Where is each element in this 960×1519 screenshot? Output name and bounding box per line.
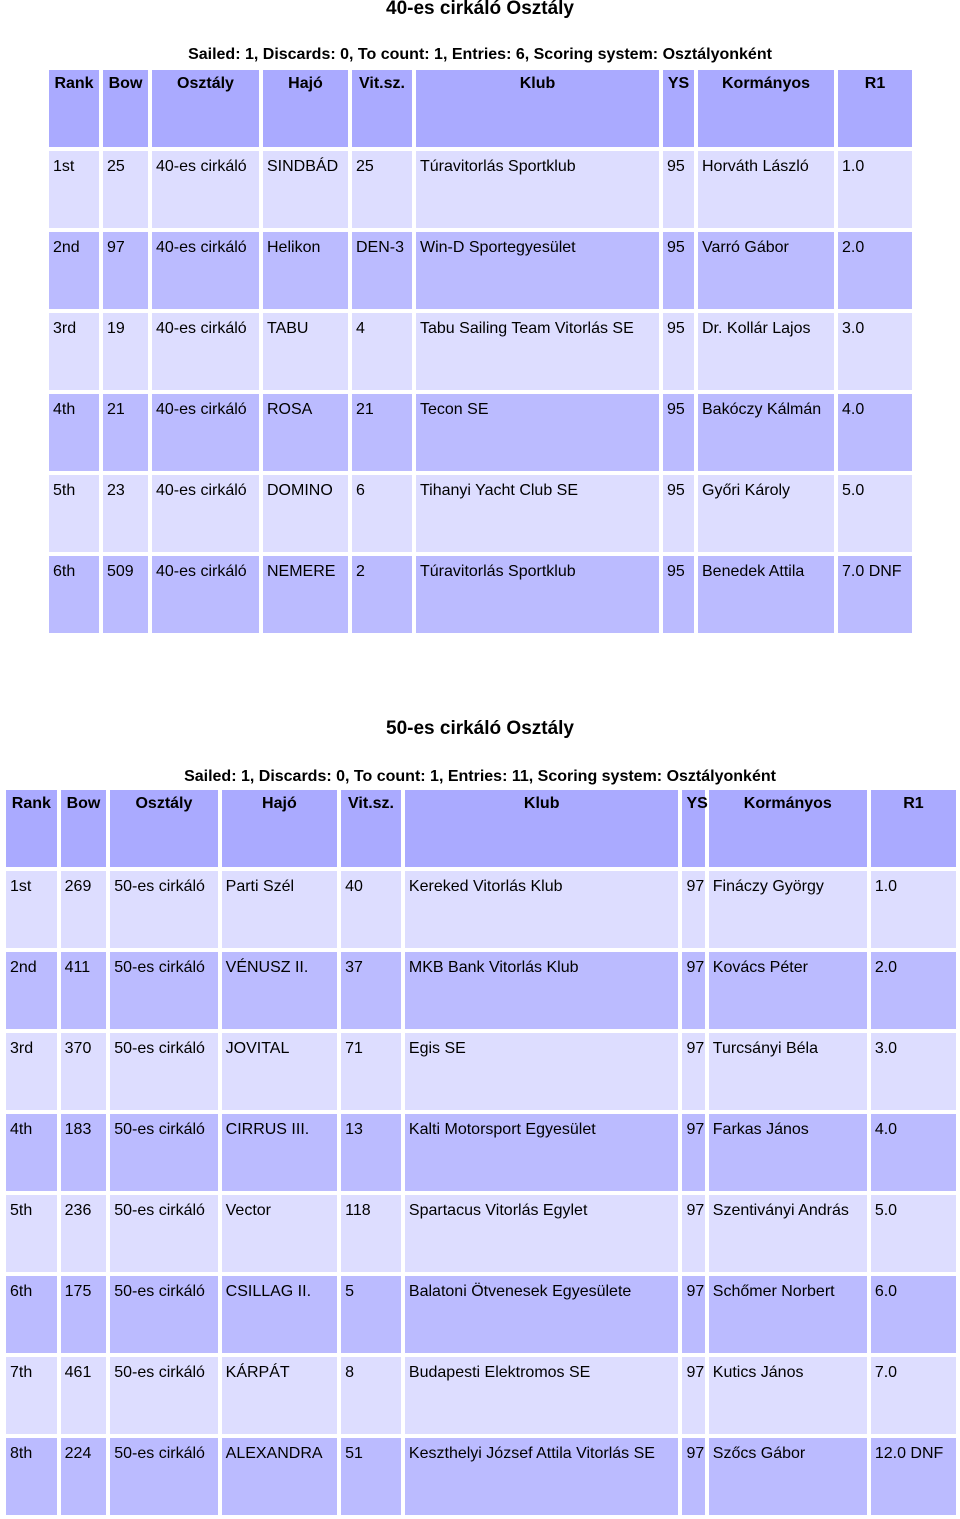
boat-cell: DOMINO: [263, 475, 348, 552]
club-cell: Spartacus Vitorlás Egylet: [405, 1195, 679, 1272]
class-cell: 50-es cirkáló: [110, 871, 217, 948]
col-helmsman: Kormányos: [698, 70, 834, 147]
boat-cell: ROSA: [263, 394, 348, 471]
col-bow: Bow: [61, 790, 107, 867]
table-row: [6, 1033, 956, 1110]
sail-number-cell: 8: [341, 1357, 401, 1434]
helmsman-cell: Varró Gábor: [698, 232, 834, 309]
bow-cell: 224: [61, 1438, 107, 1515]
boat-cell: KÁRPÁT: [222, 1357, 338, 1434]
table-row: [49, 232, 912, 309]
ys-cell: 97: [682, 1276, 704, 1353]
r1-cell: 1.0: [871, 871, 956, 948]
helmsman-cell: Bakóczy Kálmán: [698, 394, 834, 471]
r1-cell: 4.0: [871, 1114, 956, 1191]
r1-cell: 3.0: [838, 313, 912, 390]
club-cell: Kalti Motorsport Egyesület: [405, 1114, 679, 1191]
r1-cell: 7.0: [871, 1357, 956, 1434]
r1-cell: 4.0: [838, 394, 912, 471]
section-summary: Sailed: 1, Discards: 0, To count: 1, Entries: 6, Scoring system: Osztályonként: [188, 46, 772, 63]
col-ys: YS: [663, 70, 694, 147]
r1-cell: 12.0 DNF: [871, 1438, 956, 1515]
section-title: 40-es cirkáló Osztály: [386, 0, 574, 19]
boat-cell: Helikon: [263, 232, 348, 309]
class-cell: 40-es cirkáló: [152, 394, 259, 471]
sail-number-cell: 6: [352, 475, 412, 552]
table-row: [49, 313, 912, 390]
section-summary: Sailed: 1, Discards: 0, To count: 1, Entries: 11, Scoring system: Osztályonként: [184, 768, 776, 785]
club-cell: MKB Bank Vitorlás Klub: [405, 952, 679, 1029]
helmsman-cell: Benedek Attila: [698, 556, 834, 633]
rank-cell: 6th: [6, 1276, 57, 1353]
helmsman-cell: Győri Károly: [698, 475, 834, 552]
r1-cell: 7.0 DNF: [838, 556, 912, 633]
bow-cell: 509: [103, 556, 148, 633]
class-cell: 50-es cirkáló: [110, 1276, 217, 1353]
bow-cell: 19: [103, 313, 148, 390]
boat-cell: CSILLAG II.: [222, 1276, 338, 1353]
boat-cell: CIRRUS III.: [222, 1114, 338, 1191]
ys-cell: 97: [682, 1438, 704, 1515]
col-rank: Rank: [49, 70, 99, 147]
boat-cell: JOVITAL: [222, 1033, 338, 1110]
club-cell: Keszthelyi József Attila Vitorlás SE: [405, 1438, 679, 1515]
section-40-es: [0, 0, 960, 64]
table-row: [6, 871, 956, 948]
class-cell: 50-es cirkáló: [110, 1357, 217, 1434]
r1-cell: 1.0: [838, 151, 912, 228]
bow-cell: 175: [61, 1276, 107, 1353]
ys-cell: 97: [682, 1033, 704, 1110]
boat-cell: NEMERE: [263, 556, 348, 633]
boat-cell: Vector: [222, 1195, 338, 1272]
class-cell: 40-es cirkáló: [152, 313, 259, 390]
helmsman-cell: Schőmer Norbert: [709, 1276, 867, 1353]
col-class: Osztály: [110, 790, 217, 867]
bow-cell: 21: [103, 394, 148, 471]
class-cell: 40-es cirkáló: [152, 232, 259, 309]
rank-cell: 4th: [49, 394, 99, 471]
sail-number-cell: 71: [341, 1033, 401, 1110]
results-table-40-es: [45, 66, 916, 637]
header-row: [49, 70, 912, 147]
bow-cell: 183: [61, 1114, 107, 1191]
col-helmsman: Kormányos: [709, 790, 867, 867]
sail-number-cell: 5: [341, 1276, 401, 1353]
rank-cell: 4th: [6, 1114, 57, 1191]
ys-cell: 97: [682, 1114, 704, 1191]
r1-cell: 2.0: [838, 232, 912, 309]
bow-cell: 411: [61, 952, 107, 1029]
col-ys: YS: [682, 790, 704, 867]
rank-cell: 7th: [6, 1357, 57, 1434]
helmsman-cell: Kutics János: [709, 1357, 867, 1434]
ys-cell: 95: [663, 475, 694, 552]
club-cell: Balatoni Ötvenesek Egyesülete: [405, 1276, 679, 1353]
sail-number-cell: 2: [352, 556, 412, 633]
table-row: [6, 1438, 956, 1515]
helmsman-cell: Dr. Kollár Lajos: [698, 313, 834, 390]
class-cell: 40-es cirkáló: [152, 475, 259, 552]
bow-cell: 97: [103, 232, 148, 309]
table-row: [49, 475, 912, 552]
header-row: [6, 790, 956, 867]
club-cell: Kereked Vitorlás Klub: [405, 871, 679, 948]
helmsman-cell: Kovács Péter: [709, 952, 867, 1029]
club-cell: Tihanyi Yacht Club SE: [416, 475, 659, 552]
club-cell: Tabu Sailing Team Vitorlás SE: [416, 313, 659, 390]
helmsman-cell: Farkas János: [709, 1114, 867, 1191]
ys-cell: 95: [663, 556, 694, 633]
class-cell: 50-es cirkáló: [110, 952, 217, 1029]
col-r1: R1: [838, 70, 912, 147]
rank-cell: 8th: [6, 1438, 57, 1515]
bow-cell: 461: [61, 1357, 107, 1434]
ys-cell: 97: [682, 1195, 704, 1272]
rank-cell: 6th: [49, 556, 99, 633]
class-cell: 50-es cirkáló: [110, 1114, 217, 1191]
club-cell: Tecon SE: [416, 394, 659, 471]
rank-cell: 1st: [49, 151, 99, 228]
boat-cell: ALEXANDRA: [222, 1438, 338, 1515]
sail-number-cell: 118: [341, 1195, 401, 1272]
col-rank: Rank: [6, 790, 57, 867]
rank-cell: 3rd: [49, 313, 99, 390]
col-class: Osztály: [152, 70, 259, 147]
col-club: Klub: [405, 790, 679, 867]
class-cell: 50-es cirkáló: [110, 1438, 217, 1515]
boat-cell: Parti Szél: [222, 871, 338, 948]
table-row: [49, 556, 912, 633]
col-sail-number: Vit.sz.: [352, 70, 412, 147]
bow-cell: 370: [61, 1033, 107, 1110]
sail-number-cell: 51: [341, 1438, 401, 1515]
col-bow: Bow: [103, 70, 148, 147]
ys-cell: 95: [663, 313, 694, 390]
rank-cell: 2nd: [49, 232, 99, 309]
ys-cell: 95: [663, 151, 694, 228]
ys-cell: 97: [682, 871, 704, 948]
helmsman-cell: Fináczy György: [709, 871, 867, 948]
sail-number-cell: 37: [341, 952, 401, 1029]
rank-cell: 5th: [6, 1195, 57, 1272]
club-cell: Budapesti Elektromos SE: [405, 1357, 679, 1434]
ys-cell: 97: [682, 952, 704, 1029]
boat-cell: VÉNUSZ II.: [222, 952, 338, 1029]
sail-number-cell: 4: [352, 313, 412, 390]
class-cell: 50-es cirkáló: [110, 1033, 217, 1110]
sail-number-cell: 25: [352, 151, 412, 228]
bow-cell: 269: [61, 871, 107, 948]
class-cell: 40-es cirkáló: [152, 556, 259, 633]
col-sail-number: Vit.sz.: [341, 790, 401, 867]
boat-cell: SINDBÁD: [263, 151, 348, 228]
club-cell: Túravitorlás Sportklub: [416, 151, 659, 228]
results-table-50-es: [2, 786, 960, 1519]
r1-cell: 5.0: [838, 475, 912, 552]
r1-cell: 3.0: [871, 1033, 956, 1110]
helmsman-cell: Szentiványi András: [709, 1195, 867, 1272]
club-cell: Egis SE: [405, 1033, 679, 1110]
col-boat: Hajó: [263, 70, 348, 147]
bow-cell: 25: [103, 151, 148, 228]
rank-cell: 5th: [49, 475, 99, 552]
table-row: [6, 1357, 956, 1434]
helmsman-cell: Horváth László: [698, 151, 834, 228]
section-50-es: [0, 718, 960, 786]
sail-number-cell: 21: [352, 394, 412, 471]
r1-cell: 6.0: [871, 1276, 956, 1353]
table-row: [49, 151, 912, 228]
rank-cell: 3rd: [6, 1033, 57, 1110]
table-row: [6, 1195, 956, 1272]
bow-cell: 236: [61, 1195, 107, 1272]
boat-cell: TABU: [263, 313, 348, 390]
club-cell: Win-D Sportegyesület: [416, 232, 659, 309]
bow-cell: 23: [103, 475, 148, 552]
section-title: 50-es cirkáló Osztály: [386, 718, 574, 739]
helmsman-cell: Turcsányi Béla: [709, 1033, 867, 1110]
r1-cell: 5.0: [871, 1195, 956, 1272]
sail-number-cell: 13: [341, 1114, 401, 1191]
table-row: [6, 1114, 956, 1191]
col-boat: Hajó: [222, 790, 338, 867]
class-cell: 50-es cirkáló: [110, 1195, 217, 1272]
class-cell: 40-es cirkáló: [152, 151, 259, 228]
rank-cell: 2nd: [6, 952, 57, 1029]
ys-cell: 97: [682, 1357, 704, 1434]
sail-number-cell: 40: [341, 871, 401, 948]
club-cell: Túravitorlás Sportklub: [416, 556, 659, 633]
sail-number-cell: DEN-3: [352, 232, 412, 309]
helmsman-cell: Szőcs Gábor: [709, 1438, 867, 1515]
ys-cell: 95: [663, 394, 694, 471]
table-row: [6, 1276, 956, 1353]
ys-cell: 95: [663, 232, 694, 309]
table-row: [49, 394, 912, 471]
rank-cell: 1st: [6, 871, 57, 948]
r1-cell: 2.0: [871, 952, 956, 1029]
table-row: [6, 952, 956, 1029]
col-club: Klub: [416, 70, 659, 147]
col-r1: R1: [871, 790, 956, 867]
